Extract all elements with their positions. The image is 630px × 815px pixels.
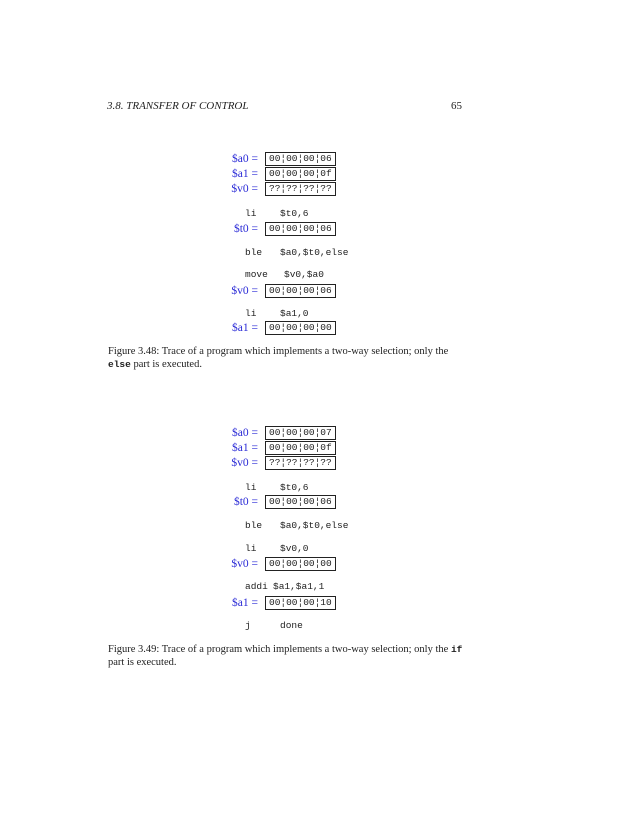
- register-value: ??¦??¦??¦??: [265, 182, 336, 196]
- register-label: $a1 =: [232, 322, 258, 334]
- register-label: $v0 =: [231, 558, 258, 570]
- caption-code: if: [450, 644, 463, 655]
- register-value: 00¦00¦00¦0f: [265, 167, 336, 181]
- register-value: 00¦00¦00¦06: [265, 284, 336, 298]
- register-label: $a1 =: [232, 168, 258, 180]
- register-value: 00¦00¦00¦00: [265, 557, 336, 571]
- register-label: $v0 =: [231, 183, 258, 195]
- instruction-args: $v0,0: [280, 543, 309, 554]
- caption-code: else: [108, 359, 131, 370]
- caption-text: part is executed.: [133, 359, 202, 370]
- register-label: $a0 =: [232, 427, 258, 439]
- register-value: ??¦??¦??¦??: [265, 456, 336, 470]
- register-label: $a1 =: [232, 597, 258, 609]
- register-label: $v0 =: [231, 457, 258, 469]
- caption-text: part is executed.: [108, 657, 177, 668]
- register-label: $a0 =: [232, 153, 258, 165]
- instruction-opcode: li: [245, 482, 257, 493]
- instruction-args: $a0,$t0,else: [280, 520, 349, 531]
- register-label: $t0 =: [233, 223, 258, 235]
- instruction-opcode: ble: [245, 247, 263, 258]
- register-label: $a1 =: [232, 442, 258, 454]
- instruction-args: $t0,6: [280, 208, 309, 219]
- instruction-args: done: [280, 620, 303, 631]
- register-value: 00¦00¦00¦06: [265, 152, 336, 166]
- instruction-opcode: li: [245, 543, 257, 554]
- register-value: 00¦00¦00¦10: [265, 596, 336, 610]
- register-value: 00¦00¦00¦06: [265, 495, 336, 509]
- instruction-args: $a0,$t0,else: [280, 247, 349, 258]
- register-value: 00¦00¦00¦06: [265, 222, 336, 236]
- register-value: 00¦00¦00¦07: [265, 426, 336, 440]
- instruction-opcode: j: [245, 620, 251, 631]
- instruction-args: $v0,$a0: [284, 269, 324, 280]
- instruction-args: $a1,0: [280, 308, 309, 319]
- instruction-opcode: ble: [245, 520, 263, 531]
- instruction-opcode: li: [245, 208, 257, 219]
- register-value: 00¦00¦00¦00: [265, 321, 336, 335]
- register-label: $v0 =: [231, 285, 258, 297]
- instruction-opcode: move: [245, 269, 268, 280]
- page-number: 65: [451, 100, 462, 112]
- caption-text: Figure 3.48: Trace of a program which implements a two-way selection; only the: [108, 346, 449, 357]
- instruction-opcode: addi: [245, 581, 268, 592]
- figure-caption: [108, 643, 468, 669]
- caption-text: Figure 3.49: Trace of a program which implements a two-way selection; only the: [108, 644, 449, 655]
- instruction-opcode: li: [245, 308, 257, 319]
- instruction-args: $a1,$a1,1: [273, 581, 325, 592]
- figure-caption: [108, 345, 468, 371]
- register-value: 00¦00¦00¦0f: [265, 441, 336, 455]
- running-header: 3.8. TRANSFER OF CONTROL: [107, 100, 249, 112]
- instruction-args: $t0,6: [280, 482, 309, 493]
- register-label: $t0 =: [233, 496, 258, 508]
